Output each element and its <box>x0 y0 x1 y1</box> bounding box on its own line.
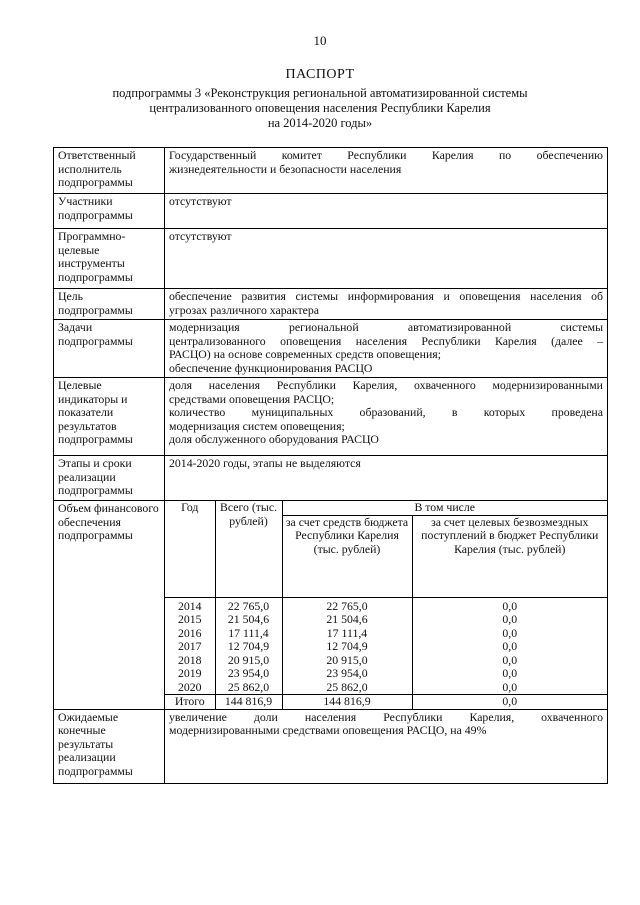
cell-gratuitous: 0,0 <box>412 597 607 613</box>
value-stages: 2014-2020 годы, этапы не выделяются <box>165 456 608 501</box>
cell-gratuitous: 0,0 <box>502 679 518 694</box>
cell-year: 2015 <box>165 613 215 627</box>
indicators-line: доля населения Республики Карелия, охваченного модернизированными <box>169 378 603 392</box>
cell-year: 2017 <box>165 640 215 654</box>
value-responsible <box>165 148 608 194</box>
fin-data-row <box>165 613 607 627</box>
expected-line: увеличение доли населения Республики Карелия, охваченного <box>169 709 603 724</box>
value-instruments: отсутствуют <box>165 229 608 289</box>
subtitle-line: подпрограммы 3 «Реконструкция региональной автоматизированной системы <box>112 86 528 100</box>
header-year: Год <box>165 501 215 597</box>
cell-total-sum: 144 816,9 <box>215 695 282 709</box>
page-number: 10 <box>313 33 327 48</box>
cell-total: 21 504,6 <box>215 613 282 627</box>
header-total: Всего (тыс. рублей) <box>215 501 282 597</box>
label-stages: Этапы и сроки реализации подпрограммы <box>54 456 165 501</box>
header-budget: за счет средств бюджета Республики Карелия (тыс. рублей) <box>282 515 412 597</box>
label-instruments: Программно-целевые инструменты подпрограммы <box>54 229 165 289</box>
indicators-line: доля обслуженного оборудования РАСЦО <box>169 432 379 446</box>
cell-budget: 21 504,6 <box>282 613 412 627</box>
fin-data-row <box>165 597 607 613</box>
expected-line: модернизированными средствами оповещения РАСЦО, на 49% <box>169 723 487 737</box>
row-instruments <box>54 229 608 289</box>
tasks-line: модернизация региональной автоматизированной системы <box>169 320 603 334</box>
cell-total: 23 954,0 <box>215 667 282 681</box>
cell-gratuitous: 0,0 <box>502 666 518 680</box>
label-indicators: Целевые индикаторы и показатели результатов подпрограммы <box>54 378 165 456</box>
cell-total: 12 704,9 <box>215 640 282 654</box>
passport-table <box>53 147 608 784</box>
cell-budget: 22 765,0 <box>282 597 412 613</box>
responsible-line: жизнедеятельности и безопасности населения <box>169 161 402 176</box>
indicators-line: количество муниципальных образований, в которых проведена <box>169 405 603 419</box>
goal-line: угрозах различного характера <box>169 302 320 317</box>
row-goal <box>54 289 608 320</box>
fin-data-row <box>165 640 607 654</box>
financing-table <box>165 501 607 709</box>
indicators-line: средствами оповещения РАСЦО; <box>169 391 335 406</box>
cell-year: 2014 <box>165 597 215 613</box>
cell-total-budget: 144 816,9 <box>282 695 412 709</box>
fin-data-row <box>165 627 607 641</box>
cell-gratuitous: 0,0 <box>502 612 518 626</box>
row-expected <box>54 709 608 783</box>
value-participants: отсутствуют <box>165 194 608 229</box>
cell-year: 2018 <box>165 654 215 668</box>
value-tasks <box>165 320 608 378</box>
cell-budget: 23 954,0 <box>282 667 412 681</box>
label-tasks: Задачи подпрограммы <box>54 320 165 378</box>
subtitle-line: на 2014-2020 годы» <box>267 116 373 130</box>
tasks-line: централизованного оповещения населения Республики Карелия (далее – <box>169 333 603 348</box>
cell-gratuitous: 0,0 <box>502 639 518 653</box>
row-financing <box>54 501 608 710</box>
subtitle-line: централизованного оповещения населения Республики Карелия <box>149 101 491 115</box>
fin-total-row <box>165 695 607 709</box>
goal-line: обеспечение развития системы информирования и оповещения населения об <box>169 289 603 303</box>
header-including: В том числе <box>282 501 607 515</box>
label-participants: Участники подпрограммы <box>54 194 165 229</box>
cell-total: 25 862,0 <box>215 681 282 695</box>
cell-budget: 20 915,0 <box>282 654 412 668</box>
row-stages <box>54 456 608 501</box>
tasks-line: РАСЦО) на основе современных средств оповещения; <box>169 347 442 361</box>
cell-total: 20 915,0 <box>215 654 282 668</box>
cell-total: 17 111,4 <box>215 627 282 641</box>
responsible-line: Государственный комитет Республики Карелия по обеспечению <box>169 148 603 162</box>
cell-budget: 12 704,9 <box>282 640 412 654</box>
cell-gratuitous: 0,0 <box>502 652 518 667</box>
cell-year: 2019 <box>165 667 215 681</box>
tasks-line: обеспечение функционирования РАСЦО <box>169 360 373 375</box>
indicators-line: модернизация систем оповещения; <box>169 418 345 433</box>
label-responsible: Ответственный исполнитель подпрограммы <box>54 148 165 194</box>
cell-gratuitous: 0,0 <box>502 625 518 640</box>
row-participants <box>54 194 608 229</box>
label-financing: Объем финансового обеспечения подпрограммы <box>54 501 165 710</box>
row-indicators <box>54 378 608 456</box>
value-goal <box>165 289 608 320</box>
fin-data-row <box>165 681 607 695</box>
header-gratuitous: за счет целевых безвозмездных поступлений в бюджет Республики Карелия (тыс. рублей) <box>421 514 599 556</box>
row-responsible <box>54 148 608 194</box>
cell-budget: 25 862,0 <box>282 681 412 695</box>
document-title: ПАСПОРТ <box>285 67 355 82</box>
label-expected: Ожидаемые конечные результаты реализации подпрограммы <box>54 709 165 783</box>
cell-budget: 17 111,4 <box>282 627 412 641</box>
document-subtitle <box>80 86 560 131</box>
cell-total-label: Итого <box>165 695 215 709</box>
cell-year: 2020 <box>165 681 215 695</box>
fin-data-row <box>165 667 607 681</box>
cell-total: 22 765,0 <box>215 597 282 613</box>
cell-year: 2016 <box>165 627 215 641</box>
cell-total-gratuitous: 0,0 <box>412 695 607 709</box>
fin-data-row <box>165 654 607 668</box>
value-financing <box>165 501 608 710</box>
row-tasks <box>54 320 608 378</box>
value-expected <box>165 709 608 783</box>
value-indicators <box>165 378 608 456</box>
label-goal: Цель подпрограммы <box>54 289 165 320</box>
